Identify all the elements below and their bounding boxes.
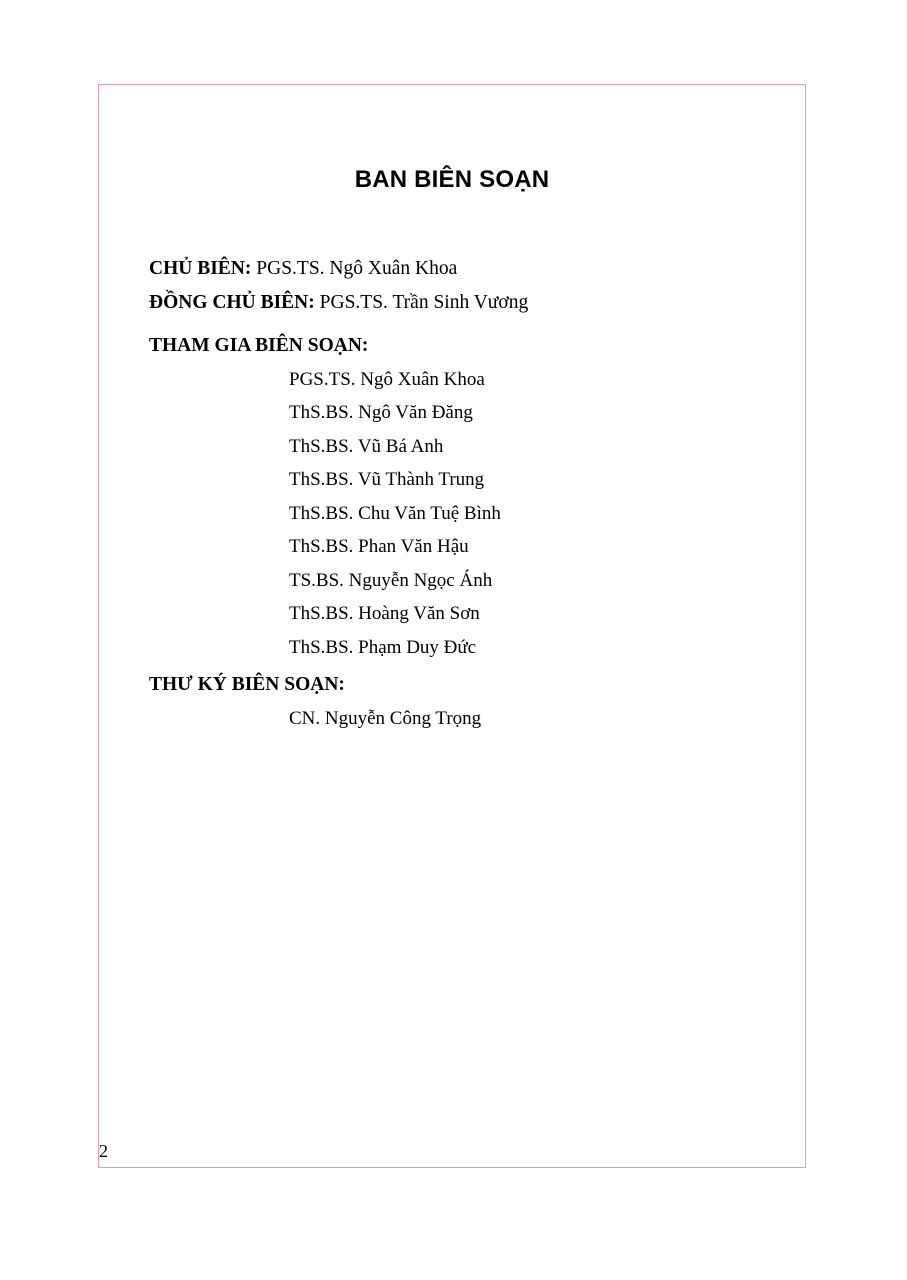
entry-co-chief-editor-label: ĐỒNG CHỦ BIÊN: [149, 291, 315, 313]
entry-chief-editor-label: CHỦ BIÊN: [149, 258, 252, 279]
list-item: ThS.BS. Vũ Bá Anh [289, 435, 444, 457]
section-heading-contributors: THAM GIA BIÊN SOẠN: [149, 335, 369, 356]
list-item: PGS.TS. Ngô Xuân Khoa [289, 368, 485, 390]
page-content [98, 84, 806, 1168]
entry-co-chief-editor-value: PGS.TS. Trần Sinh Vương [319, 291, 529, 313]
spacer [149, 319, 789, 325]
list-item: TS.BS. Nguyễn Ngọc Ánh [289, 569, 493, 591]
page-number: 2 [99, 1141, 108, 1161]
list-item: ThS.BS. Phạm Duy Đức [289, 636, 477, 658]
page-title: BAN BIÊN SOẠN [354, 166, 550, 193]
editorial-board-block [149, 252, 789, 735]
entry-co-chief-editor [149, 286, 789, 320]
entry-chief-editor-value: PGS.TS. Ngô Xuân Khoa [256, 258, 458, 279]
entry-chief-editor [149, 252, 789, 286]
list-item: ThS.BS. Vũ Thành Trung [289, 469, 485, 490]
list-item: ThS.BS. Ngô Văn Đăng [289, 402, 473, 423]
section-heading-secretary: THƯ KÝ BIÊN SOẠN: [149, 674, 345, 695]
list-item: ThS.BS. Chu Văn Tuệ Bình [289, 502, 501, 524]
list-item: ThS.BS. Hoàng Văn Sơn [289, 603, 480, 624]
list-item: ThS.BS. Phan Văn Hậu [289, 536, 469, 557]
list-item: CN. Nguyễn Công Trọng [289, 707, 482, 729]
